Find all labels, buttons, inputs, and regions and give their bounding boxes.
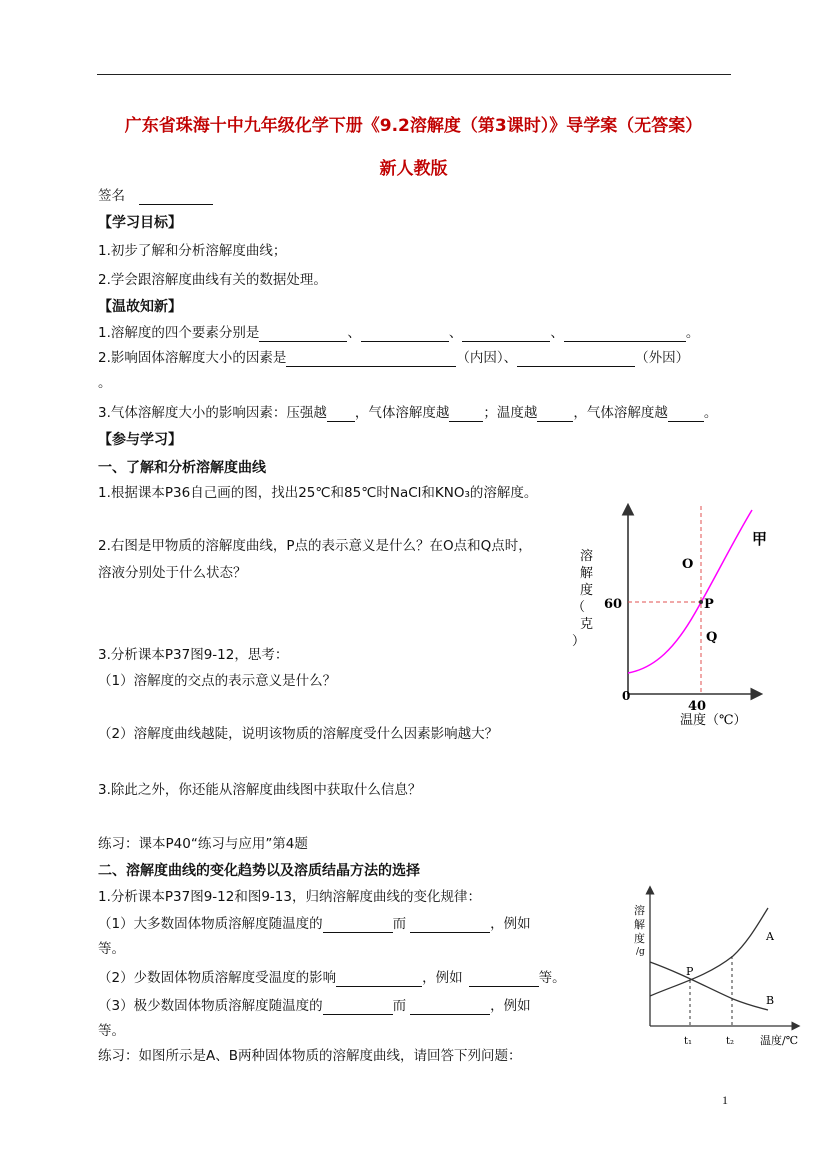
series-label-a: A <box>766 930 774 943</box>
review-q3 <box>98 404 717 422</box>
curve-b <box>650 962 768 1010</box>
part1-q2: 2.右图是甲物质的溶解度曲线，P点的表示意义是什么？在O点和Q点时， <box>98 538 532 554</box>
rule-text: 而 <box>392 916 407 932</box>
rule-text: ，例如 <box>490 998 531 1014</box>
x-tick-t1: t₁ <box>684 1036 693 1047</box>
y-axis-label: 溶解度（克） <box>572 549 594 649</box>
review-q3-text: 3.气体溶解度大小的影响因素：压强越 <box>98 405 327 421</box>
answer-blank[interactable] <box>517 352 635 367</box>
review-q2 <box>98 349 689 367</box>
solubility-chart-ab <box>628 884 804 1050</box>
answer-blank[interactable] <box>259 327 347 342</box>
answer-blank[interactable] <box>336 972 422 987</box>
doc-title: 广东省珠海十中九年级化学下册《9.2溶解度（第3课时）》导学案（无答案） <box>124 116 703 136</box>
review-q1-text: 1.溶解度的四个要素分别是 <box>98 325 260 341</box>
part1-q3-2: （2）溶解度曲线越陡，说明该物质的溶解度受什么因素影响越大？ <box>98 726 499 742</box>
point-label-o: O <box>682 557 694 572</box>
point-label-p: P <box>686 965 694 978</box>
rule-text: 等。 <box>538 970 566 986</box>
review-q2-tail: 。 <box>98 375 112 391</box>
rule-text: （3）极少数固体物质溶解度随温度的 <box>98 998 323 1014</box>
x-axis-label: 温度/℃ <box>760 1034 799 1047</box>
solubility-chart-jia <box>570 498 770 734</box>
header-rule <box>97 74 731 75</box>
inner-cause-label: （内因）、 <box>456 350 518 366</box>
series-label-jia: 甲 <box>752 530 768 548</box>
rule-3 <box>98 997 531 1015</box>
review-heading: 【温故知新】 <box>98 299 182 315</box>
part2-q1: 1.分析课本P37图9-12和图9-13，归纳溶解度曲线的变化规律： <box>98 889 481 905</box>
part1-q3-3: 3.除此之外，你还能从溶解度曲线图中获取什么信息？ <box>98 782 422 798</box>
rule-text: ，例如 <box>422 970 463 986</box>
answer-blank[interactable] <box>286 352 456 367</box>
rule-1 <box>98 915 531 933</box>
rule-2 <box>98 969 566 987</box>
answer-blank[interactable] <box>361 327 449 342</box>
goals-heading: 【学习目标】 <box>98 215 182 231</box>
participate-heading: 【参与学习】 <box>98 432 182 448</box>
rule-text: 而 <box>392 998 407 1014</box>
period: 。 <box>703 405 718 421</box>
curve-a <box>650 908 768 996</box>
answer-blank[interactable] <box>410 918 490 933</box>
goal-item: 2.学会跟溶解度曲线有关的数据处理。 <box>98 272 327 288</box>
point-label-p: P <box>704 597 714 612</box>
sign-line <box>98 187 213 205</box>
outer-cause-label: （外因） <box>635 350 690 366</box>
answer-blank[interactable] <box>410 1000 490 1015</box>
part1-q3: 3.分析课本P37图9-12，思考： <box>98 647 289 663</box>
part2-practice: 练习：如图所示是A、B两种固体物质的溶解度曲线，请回答下列问题： <box>98 1048 522 1064</box>
answer-blank[interactable] <box>323 1000 393 1015</box>
sign-label: 签名 <box>98 188 125 204</box>
answer-blank[interactable] <box>449 407 483 422</box>
x-tick-t2: t₂ <box>726 1036 735 1047</box>
curve-jia <box>628 510 752 673</box>
answer-blank[interactable] <box>668 407 704 422</box>
origin-label: 0 <box>622 689 631 703</box>
rule-text: ，例如 <box>490 916 531 932</box>
separator: 、 <box>448 325 463 341</box>
answer-blank[interactable] <box>564 327 686 342</box>
part1-heading: 一、了解和分析溶解度曲线 <box>98 460 266 476</box>
rule-3-end: 等。 <box>98 1023 125 1039</box>
y-axis-label: 溶解度/g <box>634 904 645 957</box>
goal-item: 1.初步了解和分析溶解度曲线； <box>98 243 287 259</box>
sign-blank[interactable] <box>139 190 213 205</box>
part1-q3-1: （1）溶解度的交点的表示意义是什么？ <box>98 673 337 689</box>
point-label-q: Q <box>706 630 718 645</box>
separator: 、 <box>347 325 361 341</box>
answer-blank[interactable] <box>327 407 355 422</box>
rule-text: （1）大多数固体物质溶解度随温度的 <box>98 916 323 932</box>
part1-practice: 练习：课本P40“练习与应用”第4题 <box>98 836 308 852</box>
review-q2-text: 2.影响固体溶解度大小的因素是 <box>98 350 287 366</box>
series-label-b: B <box>766 994 775 1007</box>
answer-blank[interactable] <box>462 327 550 342</box>
separator: 、 <box>550 325 564 341</box>
part1-q1: 1.根据课本P36自己画的图，找出25℃和85℃时NaCl和KNO₃的溶解度。 <box>98 485 538 501</box>
y-tick-60: 60 <box>604 597 623 612</box>
review-q3-text: ，气体溶解度越 <box>354 405 450 421</box>
review-q3-text: ，气体溶解度越 <box>573 405 668 421</box>
answer-blank[interactable] <box>469 972 539 987</box>
doc-subtitle: 新人教版 <box>379 159 448 179</box>
period: 。 <box>685 325 700 341</box>
review-q1 <box>98 324 699 342</box>
answer-blank[interactable] <box>323 918 393 933</box>
part1-q2-cont: 溶液分别处于什么状态？ <box>98 565 247 581</box>
review-q3-text: ；温度越 <box>483 405 538 421</box>
page-number: 1 <box>722 1093 728 1107</box>
part2-heading: 二、溶解度曲线的变化趋势以及溶质结晶方法的选择 <box>98 863 420 879</box>
rule-text: （2）少数固体物质溶解度受温度的影响 <box>98 970 337 986</box>
x-tick-40: 40 <box>688 699 707 714</box>
x-axis-label: 温度（℃） <box>680 713 747 728</box>
rule-1-end: 等。 <box>98 941 125 957</box>
point-p <box>699 600 703 604</box>
answer-blank[interactable] <box>537 407 573 422</box>
